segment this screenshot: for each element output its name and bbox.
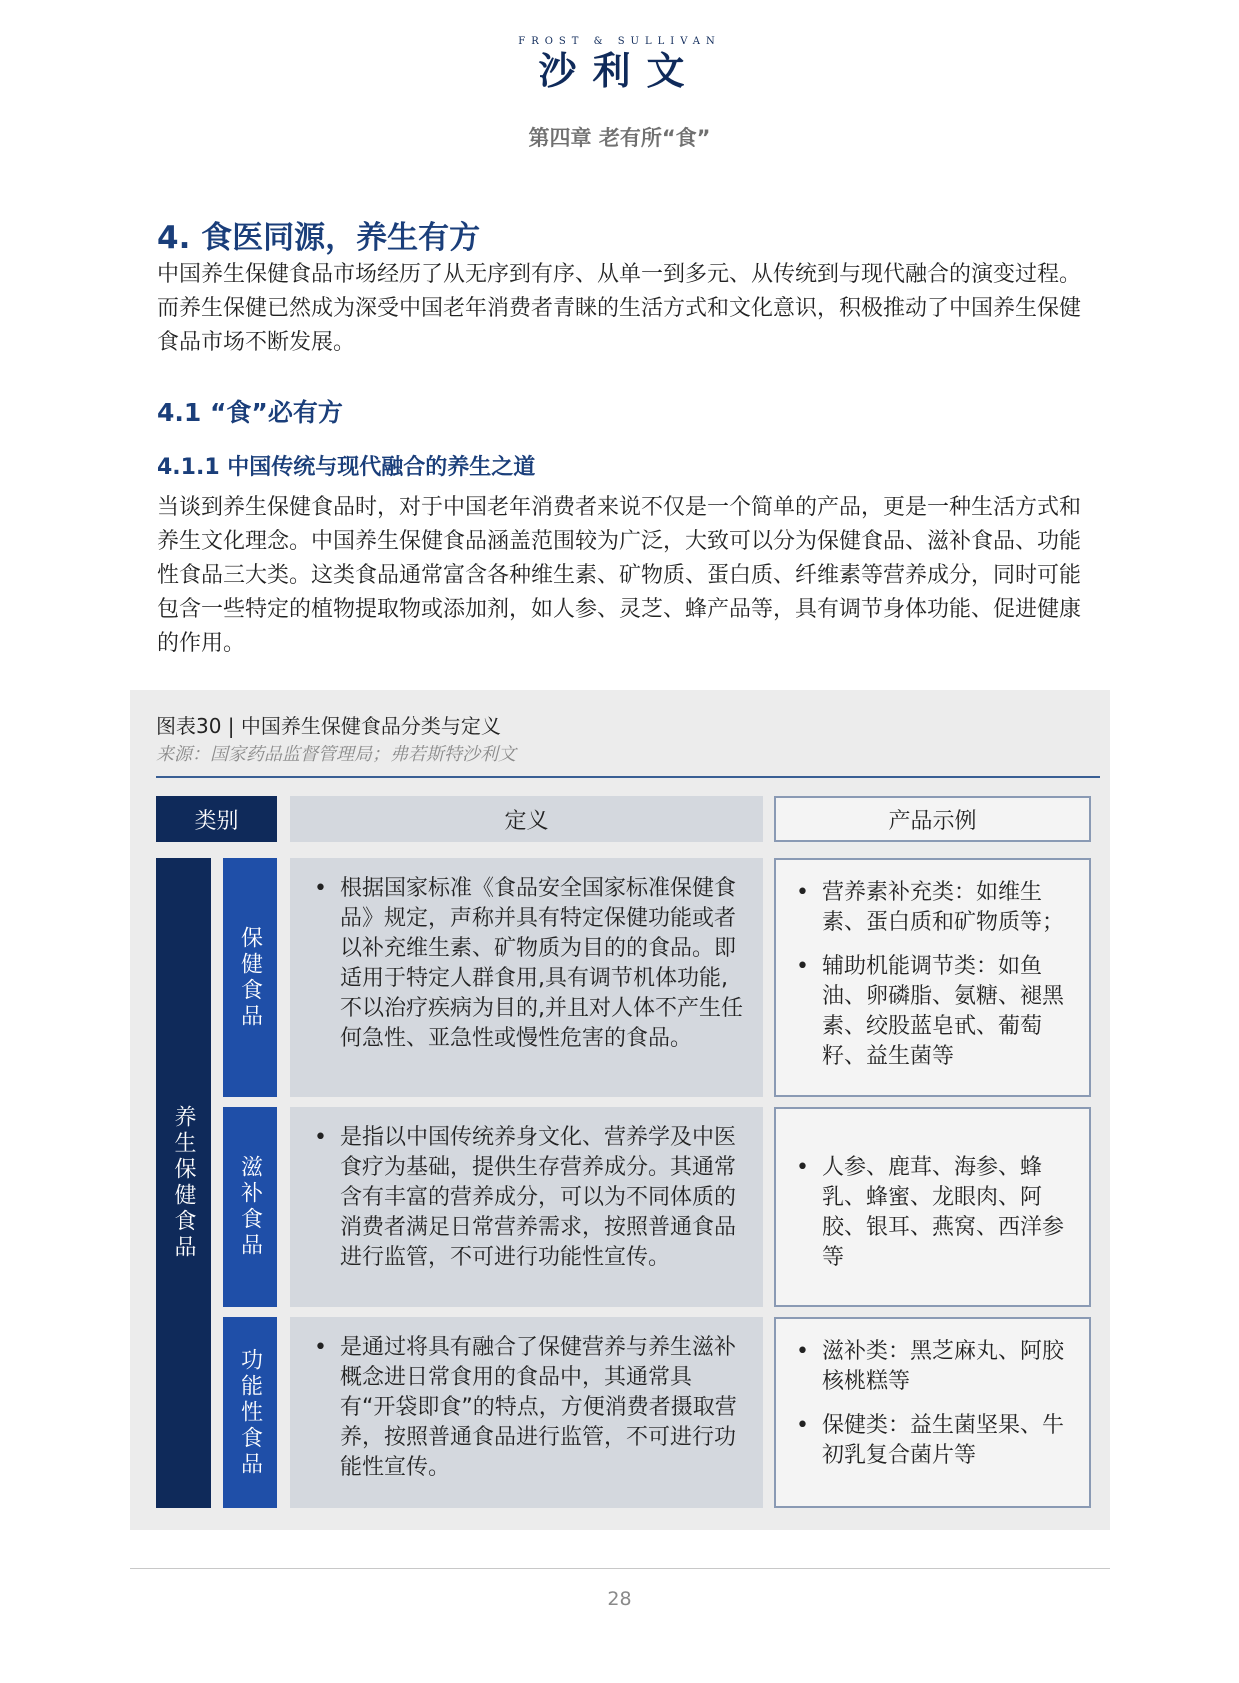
definition-text: • 根据国家标准《食品安全国家标准保健食品》规定，声称并具有特定保健功能或者以补充维生素、矿物质为目的的食品。即适用于特定人群食用,具有调节机体功能,不以治疗疾病为目的,并且对人体不产生任何急性、亚急性或慢性危害的食品。 bbox=[306, 874, 747, 1054]
example-item: • 滋补类：黑芝麻丸、阿胶核桃糕等 bbox=[788, 1337, 1079, 1397]
group-category bbox=[156, 858, 211, 1508]
definition-cell bbox=[290, 1107, 763, 1307]
examples-cell bbox=[774, 858, 1091, 1097]
body-paragraph: 当谈到养生保健食品时，对于中国老年消费者来说不仅是一个简单的产品，更是一种生活方式和养生文化理念。中国养生保健食品涵盖范围较为广泛，大致可以分为保健食品、滋补食品、功能性食品三大类。这类食品通常富含各种维生素、矿物质、蛋白质、纤维素等营养成分，同时可能包含一些特定的植物提取物或添加剂，如人参、灵芝、蜂产品等，具有调节身体功能、促进健康的作用。 bbox=[157, 495, 1082, 656]
definition-cell bbox=[290, 1317, 763, 1508]
header-definition: 定义 bbox=[290, 796, 763, 842]
intro-paragraph: 中国养生保健食品市场经历了从无序到有序、从单一到多元、从传统到与现代融合的演变过程。而养生保健已然成为深受中国老年消费者青睐的生活方式和文化意识，积极推动了中国养生保健食品市场不断发展。 bbox=[157, 262, 1082, 355]
definition-text: • 是通过将具有融合了保健营养与养生滋补概念进日常食用的食品中，其通常具有“开袋即食”的特点，方便消费者摄取营养，按照普通食品进行监管，不可进行功能性宣传。 bbox=[306, 1333, 747, 1483]
subcategory-tonic-food bbox=[223, 1107, 277, 1307]
section-heading: 4. 食医同源，养生有方 bbox=[157, 220, 481, 256]
example-item: • 保健类：益生菌坚果、牛初乳复合菌片等 bbox=[788, 1411, 1079, 1471]
subcategory-functional-food bbox=[223, 1317, 277, 1508]
example-item: • 辅助机能调节类：如鱼油、卵磷脂、氨糖、褪黑素、绞股蓝皂甙、葡萄籽、益生菌等 bbox=[788, 952, 1079, 1072]
logo bbox=[0, 36, 1239, 93]
definition-text: • 是指以中国传统养身文化、营养学及中医食疗为基础，提供生存营养成分。其通常含有丰富的营养成分，可以为不同体质的消费者满足日常营养需求，按照普通食品进行监管，不可进行功能性宣传。 bbox=[306, 1123, 747, 1273]
subsub-heading: 4.1.1 中国传统与现代融合的养生之道 bbox=[157, 455, 536, 480]
group-category-label: 养生保健食品 bbox=[171, 1105, 196, 1261]
footer-divider bbox=[130, 1568, 1110, 1569]
logo-chinese: 沙利文 bbox=[538, 49, 701, 93]
subcategory-label: 滋补食品 bbox=[237, 1155, 263, 1259]
figure-title: 图表30 | 中国养生保健食品分类与定义 bbox=[156, 714, 501, 738]
header-category: 类别 bbox=[156, 796, 277, 842]
figure-divider bbox=[156, 776, 1100, 778]
example-item: • 人参、鹿茸、海参、蜂乳、蜂蜜、龙眼肉、阿胶、银耳、燕窝、西洋参等 bbox=[788, 1153, 1079, 1273]
figure-source: 来源：国家药品监督管理局；弗若斯特沙利文 bbox=[156, 744, 516, 765]
examples-cell bbox=[774, 1317, 1091, 1508]
subcategory-health-food bbox=[223, 858, 277, 1097]
example-item: • 营养素补充类：如维生素、蛋白质和矿物质等； bbox=[788, 878, 1079, 938]
chapter-title: 第四章 老有所“食” bbox=[528, 126, 711, 150]
header-examples: 产品示例 bbox=[774, 796, 1091, 842]
page-number: 28 bbox=[607, 1588, 632, 1610]
logo-english: FROST & SULLIVAN bbox=[518, 36, 721, 47]
sub-heading: 4.1 “食”必有方 bbox=[157, 398, 343, 427]
subcategory-label: 功能性食品 bbox=[237, 1347, 263, 1478]
classification-figure bbox=[130, 690, 1110, 1530]
examples-cell bbox=[774, 1107, 1091, 1307]
subcategory-label: 保健食品 bbox=[237, 925, 263, 1030]
definition-cell bbox=[290, 858, 763, 1097]
